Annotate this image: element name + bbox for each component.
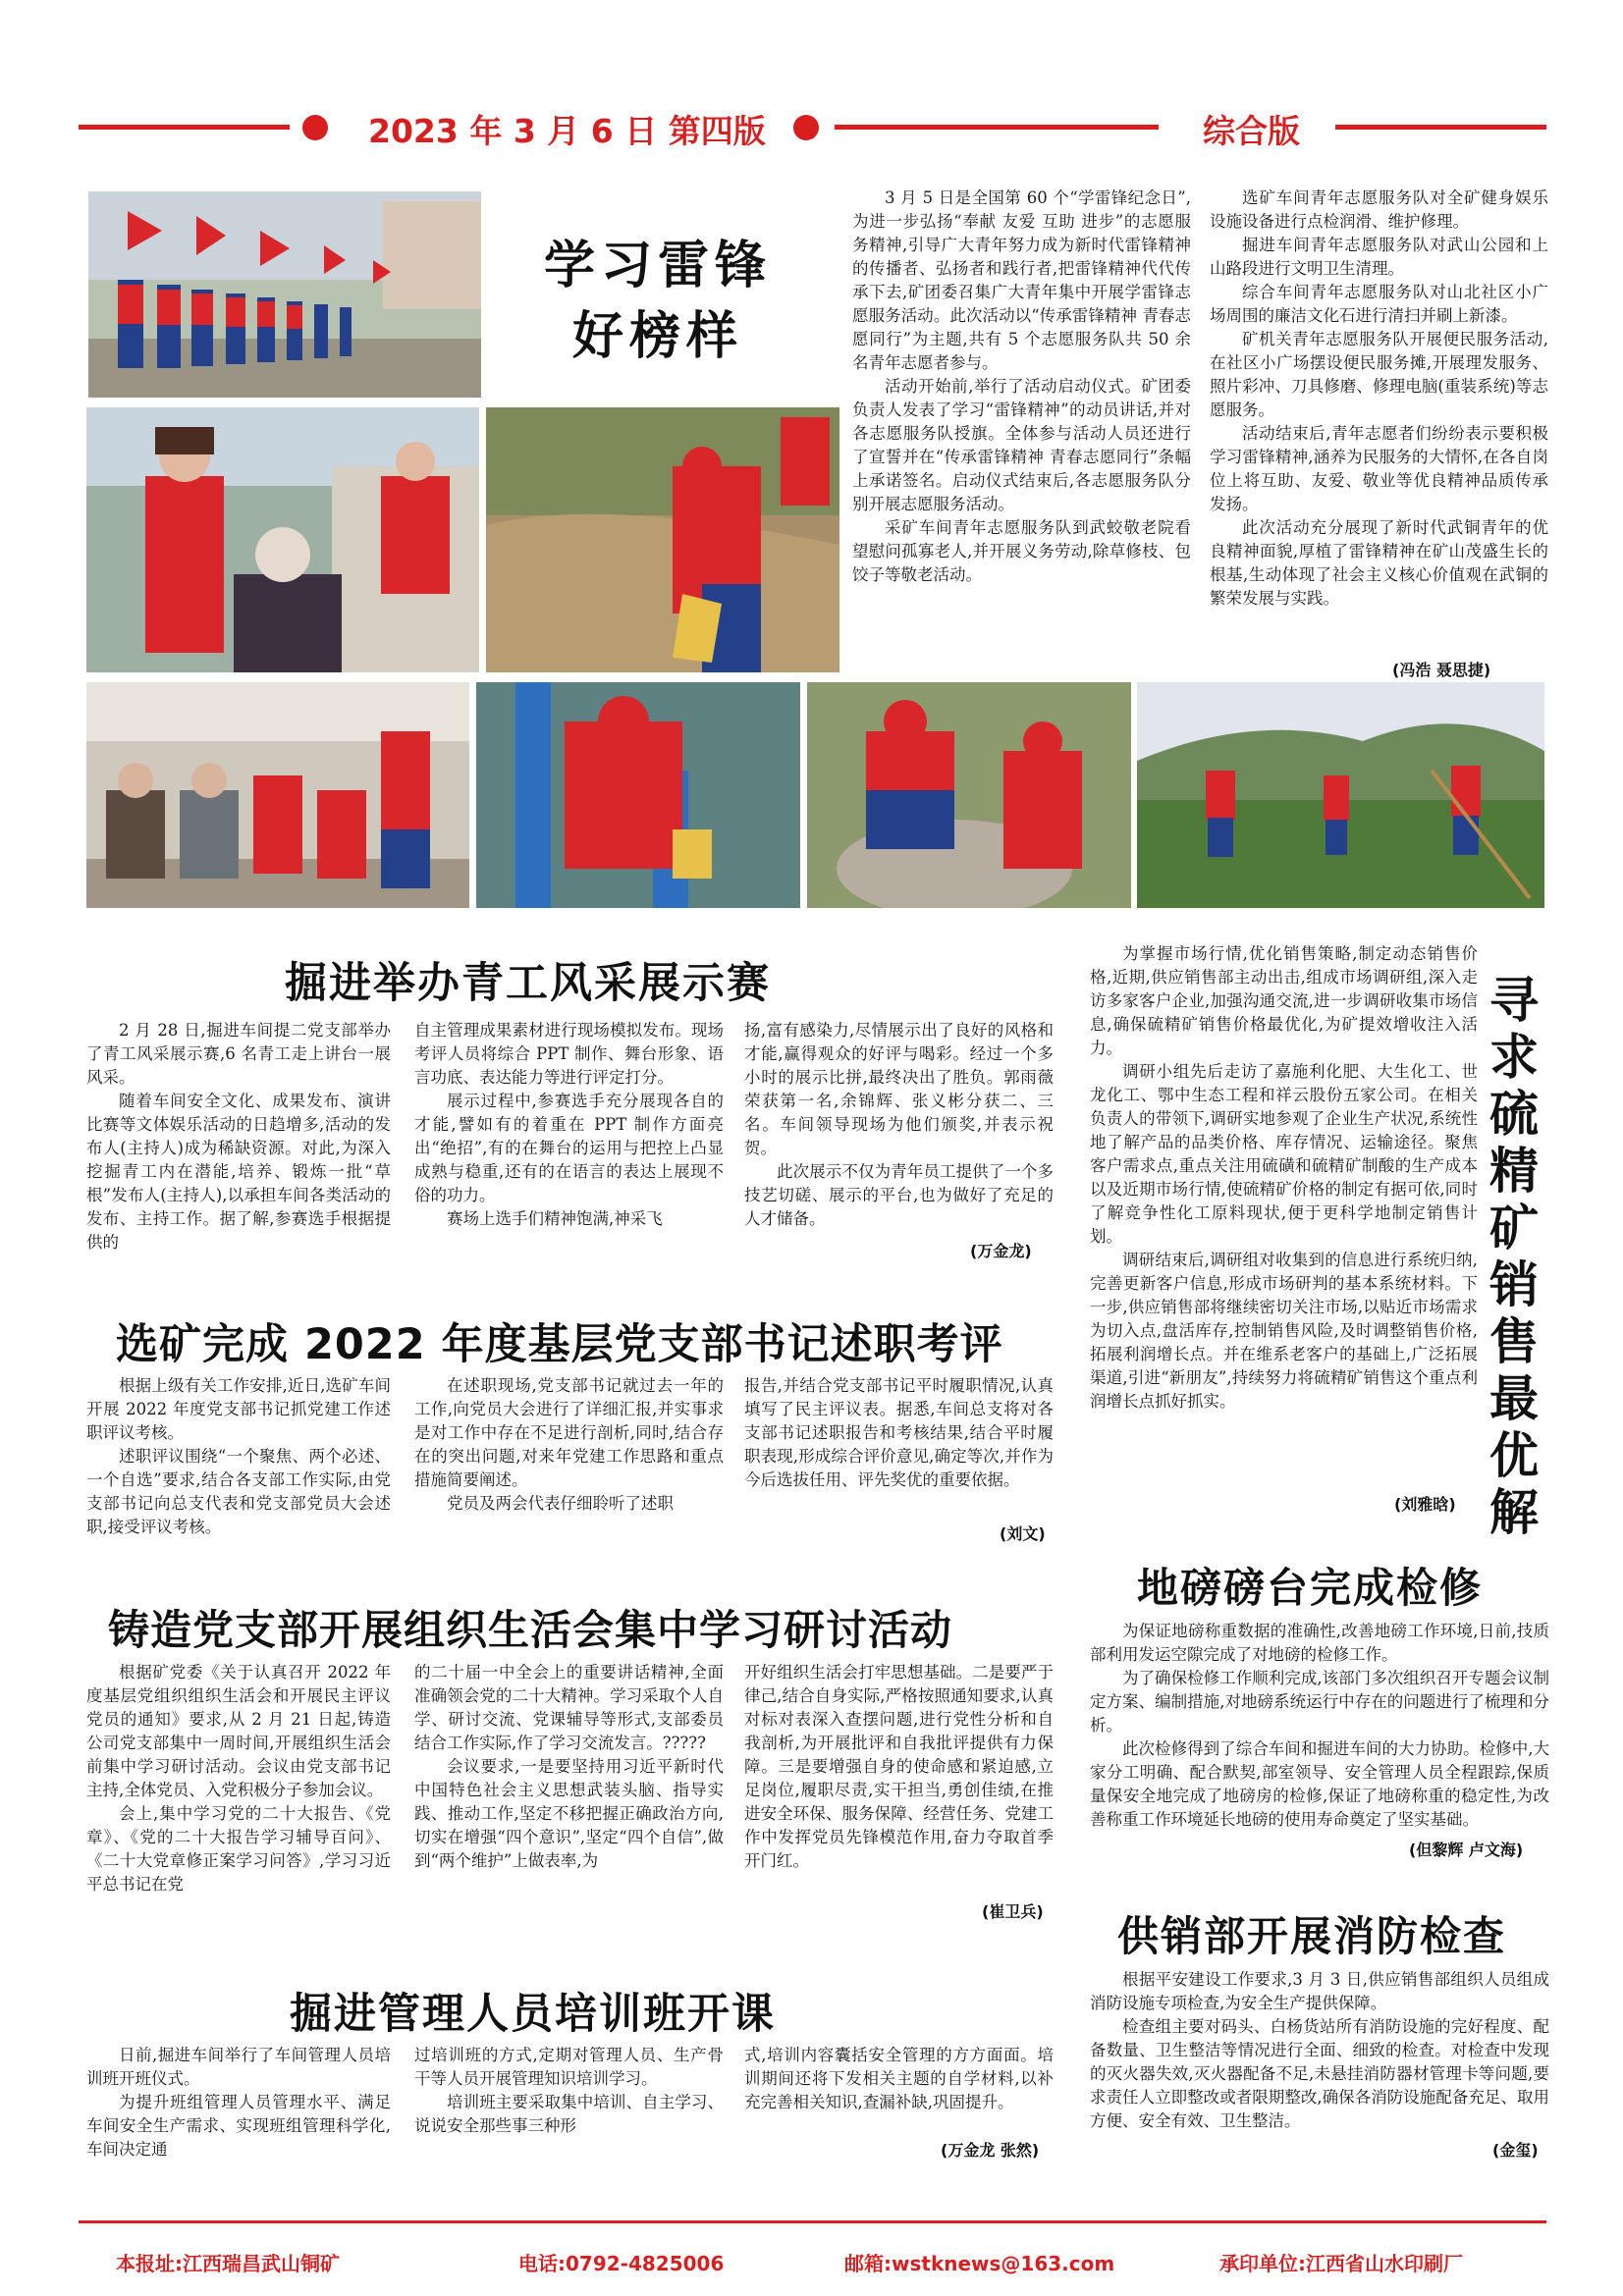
- training-headline: 掘进管理人员培训班开课: [290, 1990, 776, 2039]
- training-col-2: [414, 2044, 724, 2138]
- leifeng-p3: 采矿车间青年志愿服务队到武蛟敬老院看望慰问孤寡老人,并开展义务劳动,除草修枝、包饺子等敬老活动。: [852, 518, 1191, 584]
- sales-p3: 调研结束后,调研组对收集到的信息进行系统归纳,完善更新客户信息,形成市场研判的基本系统材料。下一步,供应销售部将继续密切关注市场,以贴近市场需求为切入点,盘活库存,控制销售风险,及时调整销售价格,拓展利润增长点。并在维系老客户的基础上,广泛拓展渠道,引进“新朋友”,持续努力将硫精矿销售这个重点利润增长点抓好抓实。: [1090, 1251, 1478, 1411]
- party-byline: (刘文): [1000, 1524, 1046, 1543]
- scale-p1: 为保证地磅称重数据的准确性,改善地磅工作环境,日前,技质部利用发运空隙完成了对地磅的检修工作。: [1090, 1622, 1549, 1664]
- youth-p4: 展示过程中,参赛选手充分展现各自的才能,譬如有的着重在 PPT 制作方面亮出“绝招”,有的在舞台的运用与把控上凸显成熟与稳重,还有的在语言的表达上展现不俗的功力。: [414, 1092, 724, 1204]
- leifeng-p6: 综合车间青年志愿服务队对山北社区小广场周围的廉洁文化石进行清扫并刷上新漆。: [1210, 283, 1548, 325]
- foundry-byline: (崔卫兵): [982, 1902, 1044, 1921]
- footer-printer: 承印单位:江西省山水印刷厂: [1219, 2252, 1463, 2275]
- fire-col: [1090, 1968, 1549, 2133]
- scale-p3: 此次检修得到了综合车间和掘进车间的大力协助。检修中,大家分工明确、配合默契,部室领导、安全管理人员全程跟踪,保质量保安全地完成了地磅房的检修,保证了地磅称重的稳定性,为改善称重工作环境延长地磅的使用寿命奠定了坚实基础。: [1090, 1739, 1549, 1829]
- section-name: 综合版: [1203, 112, 1300, 150]
- fire-p2: 检查组主要对码头、白杨货站所有消防设施的完好程度、配备数量、卫生整洁等情况进行全面、细致的检查。对检查中发现的灭火器失效,灭火器配备不足,未悬挂消防器材管理卡等问题,要求责任人立即整改或者限期整改,确保各消防设施配备充足、取用方便、安全有效、卫生整洁。: [1090, 2017, 1549, 2130]
- leifeng-p9: 此次活动充分展现了新时代武铜青年的优良精神面貌,厚植了雷锋精神在矿山茂盛生长的根基,生动体现了社会主义核心价值观在武铜的繁荣发展与实践。: [1210, 518, 1548, 608]
- youth-p3: 自主管理成果素材进行现场模拟发布。现场考评人员将综合 PPT 制作、舞台形象、语言功底、表达能力等进行评定打分。: [414, 1021, 724, 1087]
- youth-p7: 此次展示不仅为青年员工提供了一个多技艺切磋、展示的平台,也为做好了充足的人才储备。: [744, 1162, 1054, 1228]
- leifeng-title-line1: 学习雷锋: [543, 237, 772, 295]
- sales-p1: 为掌握市场行情,优化销售策略,制定动态销售价格,近期,供应销售部主动出击,组成市场调研组,深入走访多家客户企业,加强沟通交流,进一步调研收集市场信息,确保硫精矿销售价格最优化,为矿提效增收注入活力。: [1090, 944, 1478, 1057]
- foundry-headline: 铸造党支部开展组织生活会集中学习研讨活动: [108, 1606, 953, 1654]
- leifeng-byline: (冯浩 聂思捷): [1392, 661, 1491, 679]
- training-byline: (万金龙 张然): [941, 2141, 1040, 2160]
- party-p3: 在述职现场,党支部书记就过去一年的工作,向党员大会进行了详细汇报,并实事求是对工作中存在不足进行剖析,同时,结合存在的突出问题,对来年党建工作思路和重点措施简要阐述。: [414, 1376, 724, 1489]
- youth-p5: 赛场上选手们精神饱满,神采飞: [447, 1209, 663, 1228]
- scale-p2: 为了确保检修工作顺利完成,该部门多次组织召开专题会议制定方案、编制措施,对地磅系统运行中存在的问题进行了梳理和分析。: [1090, 1669, 1549, 1735]
- training-p4: 培训班主要采取集中培训、自主学习、说说安全那些事三种形: [414, 2093, 724, 2135]
- youth-col-1: [86, 1019, 391, 1255]
- leifeng-p1: 3 月 5 日是全国第 60 个“学雷锋纪念日”,为进一步弘扬“奉献 友爱 互助 进步”的志愿服务精神,引导广大青年努力成为新时代雷锋精神的传播者、弘扬者和践行者,把雷锋精神代代传承下去,矿团委召集广大青年集中开展学雷锋志愿服务活动。此次活动以“传承雷锋精神 青春志愿同行”为主题,共有 5 个志愿服务队共 50 余名青年志愿者参与。: [852, 188, 1191, 372]
- foundry-p4: 会议要求,一是要坚持用习近平新时代中国特色社会主义思想武装头脑、指导实践、推动工作,坚定不移把握正确政治方向,切实在增强“四个意识”,坚定“四个自信”,做到“两个维护”上做表率,为: [414, 1757, 724, 1870]
- leifeng-p7: 矿机关青年志愿服务队开展便民服务活动,在社区小广场摆设便民服务摊,开展理发服务、照片彩冲、刀具修磨、修理电脑(重装系统)等志愿服务。: [1210, 330, 1548, 419]
- footer-email[interactable]: 邮箱:wstknews@163.com: [844, 2252, 1115, 2275]
- party-branch-headline: 选矿完成 2022 年度基层党支部书记述职考评: [116, 1320, 1003, 1369]
- party-p4: 党员及两会代表仔细聆听了述职: [447, 1494, 674, 1513]
- scale-col: [1090, 1620, 1549, 1832]
- foundry-col-3: [744, 1661, 1054, 1873]
- leifeng-col-2: [1210, 187, 1548, 611]
- fire-byline: (金玺): [1492, 2141, 1539, 2160]
- header-rule-mid: [835, 125, 1159, 130]
- foundry-p3: 的二十届一中全会上的重要讲话精神,全面准确领会党的二十大精神。学习采取个人自学、研讨交流、党课辅导等形式,支部委员结合工作实际,作了学习交流发言。?????: [414, 1663, 724, 1752]
- edition-date: 2023 年 3 月 6 日 第四版: [368, 112, 766, 150]
- youth-p2: 随着车间安全文化、成果发布、演讲比赛等文体娱乐活动的日趋增多,活动的发布人(主持人)成为稀缺资源。对此,为深入挖掘青工内在潜能,培养、锻炼一批“草根”发布人(主持人),以承担车间各类活动的发布、主持工作。据了解,参赛选手根据提供的: [86, 1092, 391, 1252]
- sales-p2: 调研小组先后走访了嘉施利化肥、大生化工、世龙化工、鄂中生态工程和祥云股份五家公司。在相关负责人的带领下,调研实地参观了企业生产状况,系统性地了解产品的品类价格、库存情况、运输途径。聚焦客户需求点,重点关注用硫磺和硫精矿制酸的生产成本以及近期市场行情,使硫精矿价格的制定有据可依,同时了解竞争性化工原料现状,便于更科学地制定销售计划。: [1090, 1062, 1478, 1246]
- sales-byline: (刘雅晗): [1394, 1495, 1456, 1514]
- leifeng-title: [511, 231, 805, 372]
- party-p5: 报告,并结合党支部书记平时履职情况,认真填写了民主评议表。据悉,车间总支将对各支部书记述职报告和考核结果,结合平时履职表现,形成综合评价意见,确定等次,并作为今后选拔任用、评先奖优的重要依据。: [744, 1376, 1054, 1489]
- header-dot-mid: [793, 115, 819, 140]
- header-dot-left: [302, 115, 328, 140]
- weeding-photo: [486, 407, 839, 672]
- rock-painting-photo: [807, 682, 1131, 908]
- leifeng-p5: 掘进车间青年志愿服务队对武山公园和上山路段进行文明卫生清理。: [1210, 236, 1548, 278]
- leifeng-p8: 活动结束后,青年志愿者们纷纷表示要积极学习雷锋精神,涵养为民服务的大情怀,在各自岗位上将互助、友爱、敬业等优良精神品质传承发扬。: [1210, 424, 1548, 513]
- leifeng-title-line2: 好榜样: [571, 307, 743, 366]
- sales-headline: 寻求硫精矿销售最优解: [1489, 972, 1539, 1541]
- training-p3: 过培训班的方式,定期对管理人员、生产骨干等人员开展管理知识培训学习。: [414, 2046, 724, 2088]
- leifeng-p4: 选矿车间青年志愿服务队对全矿健身娱乐设施设备进行点检润滑、维护修理。: [1210, 188, 1548, 231]
- foundry-p5: 开好组织生活会打牢思想基础。二是要严于律己,结合自身实际,严格按照通知要求,认真对标对表深入查摆问题,进行党性分析和自我剖析,为开展批评和自我批评提供有力保障。三是要增强自身的使命感和紧迫感,立足岗位,履职尽责,实干担当,勇创佳绩,在推进安全环保、服务保障、经营任务、党建工作中发挥党员先锋模范作用,奋力夺取首季开门红。: [744, 1663, 1054, 1870]
- elderly-visit-photo: [86, 682, 469, 908]
- youth-byline: (万金龙): [970, 1242, 1032, 1260]
- party-col-3: [744, 1374, 1054, 1492]
- leifeng-col-1: [852, 187, 1191, 587]
- leifeng-p2: 活动开始前,举行了活动启动仪式。矿团委负责人发表了学习“雷锋精神”的动员讲话,并对各志愿服务队授旗。全体参与活动人员还进行了宣誓并在“传承雷锋精神 青春志愿同行”条幅上承诺签名。启动仪式结束后,各志愿服务队分别开展志愿服务活动。: [852, 377, 1191, 513]
- training-p1: 日前,掘进车间举行了车间管理人员培训班开班仪式。: [86, 2046, 391, 2088]
- training-col-1: [86, 2044, 391, 2162]
- youth-showcase-headline: 掘进举办青工风采展示赛: [285, 959, 771, 1008]
- sales-col: [1090, 942, 1478, 1414]
- header-rule-left: [79, 125, 290, 130]
- youth-col-2: [414, 1019, 724, 1231]
- youth-p6: 扬,富有感染力,尽情展示出了良好的风格和才能,赢得观众的好评与喝彩。经过一个多小时的展示比拼,最终决出了胜负。郭雨薇荣获第一名,余锦辉、张义彬分获二、三名。车间领导现场为他们颁奖,并表示祝贺。: [744, 1021, 1054, 1157]
- footer-rule: [79, 2220, 1546, 2223]
- field-work-photo: [1137, 682, 1544, 908]
- scale-headline: 地磅磅台完成检修: [1137, 1564, 1484, 1612]
- party-p1: 根据上级有关工作安排,近日,选矿车间开展 2022 年度党支部书记抓党建工作述职评议考核。: [86, 1376, 391, 1442]
- youth-col-3: [744, 1019, 1054, 1231]
- fire-check-headline: 供销部开展消防检查: [1117, 1912, 1507, 1960]
- header-rule-right: [1335, 125, 1546, 130]
- training-p5: 式,培训内容囊括安全管理的方方面面。培训期间还将下发相关主题的自学材料,以补充完善相关知识,查漏补缺,巩固提升。: [744, 2046, 1054, 2111]
- equipment-repair-photo: [476, 682, 800, 908]
- volunteers-parade-photo: [88, 191, 481, 398]
- foundry-col-1: [86, 1661, 391, 1896]
- training-col-3: [744, 2044, 1054, 2114]
- footer-address: 本报址:江西瑞昌武山铜矿: [116, 2252, 340, 2275]
- haircut-service-photo: [86, 407, 479, 672]
- fire-p1: 根据平安建设工作要求,3 月 3 日,供应销售部组织人员组成消防设施专项检查,为安全生产提供保障。: [1090, 1970, 1549, 2012]
- foundry-col-2: [414, 1661, 724, 1873]
- footer-phone: 电话:0792-4825006: [518, 2252, 725, 2275]
- training-p2: 为提升班组管理人员管理水平、满足车间安全生产需求、实现班组管理科学化,车间决定通: [86, 2093, 391, 2159]
- party-p2: 述职评议围绕“一个聚焦、两个必述、一个自选”要求,结合各支部工作实际,由党支部书记向总支代表和党支部党员大会述职,接受评议考核。: [86, 1447, 391, 1536]
- youth-p1: 2 月 28 日,掘进车间提二党支部举办了青工风采展示赛,6 名青工走上讲台一展风采。: [86, 1021, 391, 1087]
- scale-byline: (但黎辉 卢文海): [1409, 1841, 1524, 1859]
- foundry-p2: 会上,集中学习党的二十大报告、《党章》、《党的二十大报告学习辅导百问》、《二十大党章修正案学习问答》,学习习近平总书记在党: [86, 1804, 391, 1894]
- party-col-1: [86, 1374, 391, 1539]
- foundry-p1: 根据矿党委《关于认真召开 2022 年度基层党组织组织生活会和开展民主评议党员的通知》要求,从 2 月 21 日起,铸造公司党支部集中一周时间,开展组织生活会前集中学习研讨活动。会议由党支部书记主持,全体党员、入党积极分子参加会议。: [86, 1663, 391, 1799]
- party-col-2: [414, 1374, 724, 1516]
